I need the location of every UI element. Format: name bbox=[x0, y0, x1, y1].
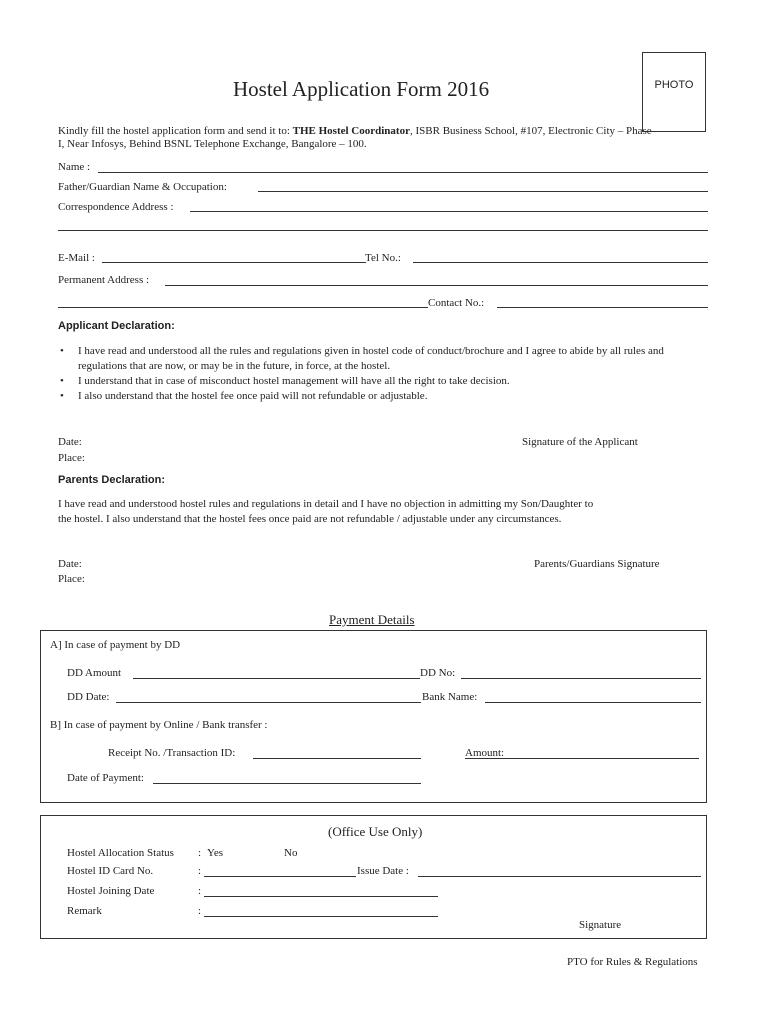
applicant-signature-label: Signature of the Applicant bbox=[522, 436, 638, 448]
joining-date-colon: : bbox=[198, 885, 202, 897]
email-label: E-Mail : bbox=[58, 252, 95, 264]
applicant-declaration-heading: Applicant Declaration: bbox=[58, 320, 175, 332]
issue-date-label: Issue Date : bbox=[357, 865, 409, 877]
applicant-place-label: Place: bbox=[58, 452, 85, 464]
contact-field[interactable] bbox=[497, 307, 708, 308]
parents-declaration-line-2: the hostel. I also understand that the hostel fees once paid are not refundable / adjustable under any circumstances. bbox=[58, 513, 562, 525]
bank-name-field[interactable] bbox=[485, 702, 701, 703]
declaration-item: • I also understand that the hostel fee once paid will not refundable or adjustable. bbox=[58, 389, 708, 404]
pto-note: PTO for Rules & Regulations bbox=[567, 956, 698, 968]
dd-section-label: A] In case of payment by DD bbox=[50, 639, 181, 651]
intro-line-1 bbox=[58, 125, 652, 138]
applicant-date-label: Date: bbox=[58, 436, 82, 448]
allocation-no[interactable]: No bbox=[284, 847, 298, 859]
father-field[interactable] bbox=[258, 191, 708, 192]
name-field[interactable] bbox=[98, 172, 708, 173]
receipt-label: Receipt No. /Transaction ID: bbox=[108, 747, 236, 759]
permanent-field[interactable] bbox=[165, 285, 708, 286]
remark-field[interactable] bbox=[204, 916, 438, 917]
amount-field[interactable] bbox=[465, 758, 699, 759]
issue-date-field[interactable] bbox=[418, 876, 701, 877]
correspondence-field-2[interactable] bbox=[58, 230, 708, 231]
email-field[interactable] bbox=[102, 262, 366, 263]
remark-colon: : bbox=[198, 905, 202, 917]
dd-amount-field[interactable] bbox=[133, 678, 420, 679]
intro-suffix: , ISBR Business School, #107, Electronic City – Phase bbox=[409, 125, 652, 137]
bank-name-label: Bank Name: bbox=[422, 691, 478, 703]
office-use-title: (Office Use Only) bbox=[328, 824, 423, 839]
joining-date-field[interactable] bbox=[204, 896, 438, 897]
correspondence-field[interactable] bbox=[190, 211, 708, 212]
date-of-payment-field[interactable] bbox=[153, 783, 421, 784]
tel-label: Tel No.: bbox=[365, 252, 401, 264]
parents-place-label: Place: bbox=[58, 573, 85, 585]
amount-label: Amount: bbox=[465, 747, 505, 759]
name-label: Name : bbox=[58, 161, 91, 173]
parents-declaration-heading: Parents Declaration: bbox=[58, 474, 165, 486]
joining-date-label: Hostel Joining Date bbox=[67, 885, 155, 897]
id-card-colon: : bbox=[198, 865, 202, 877]
office-signature-label: Signature bbox=[579, 919, 622, 931]
permanent-field-2[interactable] bbox=[58, 307, 428, 308]
intro-prefix: Kindly fill the hostel application form and send it to: bbox=[58, 125, 293, 137]
payment-details-title: Payment Details bbox=[329, 612, 415, 627]
declaration-item: • I understand that in case of misconduct hostel management will have all the right to take decision. bbox=[58, 374, 708, 389]
online-section-label: B] In case of payment by Online / Bank transfer : bbox=[50, 719, 268, 731]
allocation-yes[interactable]: Yes bbox=[207, 847, 224, 859]
remark-label: Remark bbox=[67, 905, 102, 917]
dd-date-label: DD Date: bbox=[67, 691, 110, 703]
dd-no-field[interactable] bbox=[461, 678, 701, 679]
allocation-label: Hostel Allocation Status bbox=[67, 847, 174, 859]
intro-recipient: THE Hostel Coordinator bbox=[292, 125, 410, 137]
parents-declaration-line-1: I have read and understood hostel rules and regulations in detail and I have no objection in admitting my Son/Daughter to bbox=[58, 498, 594, 510]
declaration-item: • I have read and understood all the rules and regulations given in hostel code of conduct/brochure and I agree to abide by all rules and regulations that are now, or may be in the future, in force, at the hostel. bbox=[58, 344, 688, 374]
contact-label: Contact No.: bbox=[428, 297, 485, 309]
receipt-field[interactable] bbox=[253, 758, 421, 759]
parents-date-label: Date: bbox=[58, 558, 82, 570]
correspondence-label: Correspondence Address : bbox=[58, 201, 174, 213]
dd-date-field[interactable] bbox=[116, 702, 421, 703]
dd-amount-label: DD Amount bbox=[67, 667, 122, 679]
parents-signature-label: Parents/Guardians Signature bbox=[534, 558, 660, 570]
id-card-field[interactable] bbox=[204, 876, 356, 877]
father-label: Father/Guardian Name & Occupation: bbox=[58, 181, 227, 193]
photo-label: PHOTO bbox=[654, 79, 694, 91]
allocation-colon: : bbox=[198, 847, 202, 859]
id-card-label: Hostel ID Card No. bbox=[67, 865, 154, 877]
intro-line-2: I, Near Infosys, Behind BSNL Telephone Exchange, Bangalore – 100. bbox=[58, 138, 367, 150]
page-title: Hostel Application Form 2016 bbox=[233, 77, 490, 101]
tel-field[interactable] bbox=[413, 262, 708, 263]
dd-no-label: DD No: bbox=[420, 667, 456, 679]
applicant-declaration-list bbox=[58, 344, 708, 404]
photo-box bbox=[642, 52, 706, 132]
permanent-label: Permanent Address : bbox=[58, 274, 150, 286]
date-of-payment-label: Date of Payment: bbox=[67, 772, 144, 784]
